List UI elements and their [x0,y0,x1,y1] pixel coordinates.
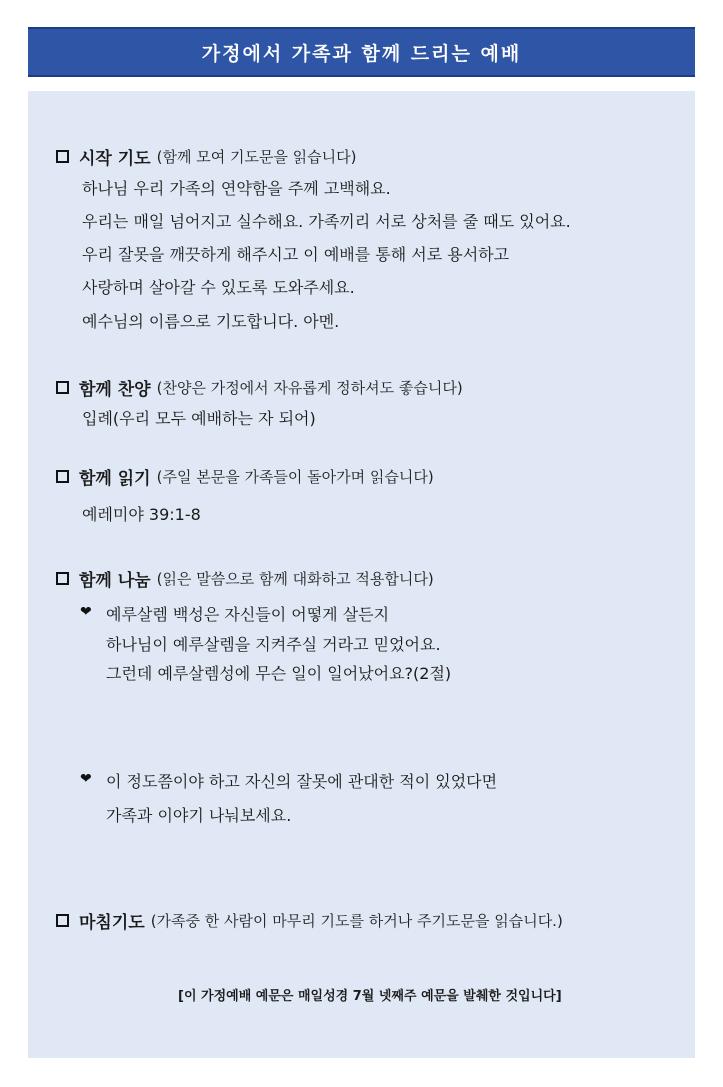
question-line: 이 정도쯤이야 하고 자신의 잘못에 관대한 적이 있었다면 [106,772,498,791]
checkbox-square-icon [56,470,69,483]
section-note: (주일 본문을 가족들이 돌아가며 읽습니다) [156,467,434,486]
section-sharing [56,565,434,591]
prayer-line: 사랑하며 살아갈 수 있도록 도와주세요. [82,278,355,297]
prayer-line: 우리 잘못을 깨끗하게 해주시고 이 예배를 통해 서로 용서하고 [82,245,510,264]
prayer-line: 우리는 매일 넘어지고 실수해요. 가족끼리 서로 상처를 줄 때도 있어요. [82,212,571,231]
checkbox-square-icon [56,381,69,394]
song-title: 입례(우리 모두 예배하는 자 되어) [82,409,316,428]
heart-bullet-icon: ❤ [80,604,92,620]
section-title: 시작 기도 [79,148,151,169]
page-title: 가정에서 가족과 함께 드리는 예배 [201,42,522,65]
section-title: 함께 읽기 [79,468,151,489]
source-footnote: [이 가정예배 예문은 매일성경 7월 넷째주 예문을 발췌한 것입니다] [178,989,562,1004]
section-opening-prayer [56,143,357,169]
question-line: 예루살렘 백성은 자신들이 어떻게 살든지 [106,605,390,624]
section-closing-prayer [56,907,563,933]
heart-bullet-icon: ❤ [80,771,92,787]
prayer-line: 예수님의 이름으로 기도합니다. 아멘. [82,312,340,331]
section-note: (찬양은 가정에서 자유롭게 정하셔도 좋습니다) [156,378,463,397]
prayer-line: 하나님 우리 가족의 연약함을 주께 고백해요. [82,179,391,198]
section-title: 함께 나눔 [79,570,151,591]
section-title: 함께 찬양 [79,379,151,400]
section-note: (가족중 한 사람이 마무리 기도를 하거나 주기도문을 읽습니다.) [150,911,563,930]
question-line: 하나님이 예루살렘을 지켜주실 거라고 믿었어요. [106,635,441,654]
question-line: 그런데 예루살렘성에 무슨 일이 일어났어요?(2절) [106,664,452,683]
checkbox-square-icon [56,914,69,927]
section-title: 마침기도 [79,912,145,933]
checkbox-square-icon [56,572,69,585]
checkbox-square-icon [56,150,69,163]
section-reading [56,463,434,489]
section-praise [56,374,463,400]
question-line: 가족과 이야기 나눠보세요. [106,806,292,825]
section-note: (읽은 말씀으로 함께 대화하고 적용합니다) [156,569,434,588]
section-note: (함께 모여 기도문을 읽습니다) [156,147,357,166]
scripture-reference: 예레미야 39:1-8 [82,505,201,524]
title-banner [28,27,695,77]
